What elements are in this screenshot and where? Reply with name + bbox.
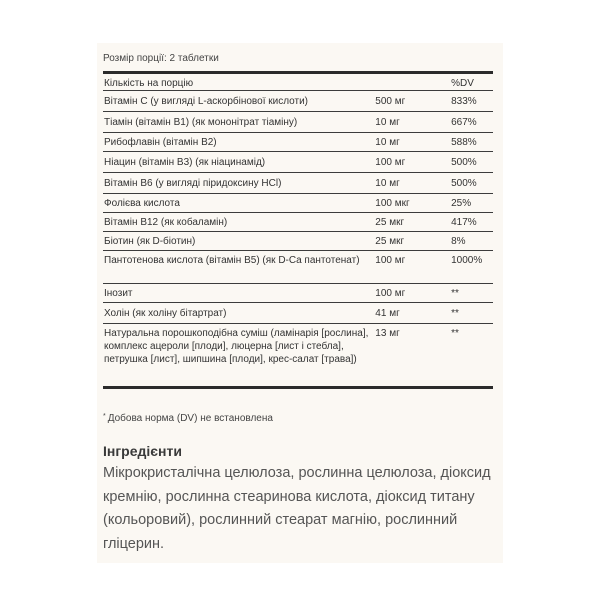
nutrient-dv: 8%	[451, 236, 466, 247]
nutrient-amount: 100 мг	[375, 255, 406, 266]
header-dv: %DV	[451, 78, 474, 89]
serving-size: Розмір порції: 2 таблетки	[103, 53, 219, 64]
nutrient-amount: 41 мг	[375, 308, 400, 319]
table-row	[103, 194, 493, 213]
nutrient-name: Інозит	[104, 288, 133, 299]
nutrient-amount: 100 мг	[375, 288, 406, 299]
nutrient-amount: 25 мкг	[375, 217, 405, 228]
table-row	[103, 213, 493, 232]
nutrient-amount: 100 мкг	[375, 198, 410, 209]
ingredients-title: Інгредієнти	[103, 443, 182, 459]
nutrient-amount: 10 мг	[375, 137, 400, 148]
table-row	[103, 152, 493, 173]
nutrient-amount: 500 мг	[375, 96, 406, 107]
table-row	[103, 133, 493, 152]
table-row	[103, 324, 493, 386]
nutrient-dv: 500%	[451, 178, 477, 189]
nutrient-dv: 25%	[451, 198, 472, 209]
table-row	[103, 251, 493, 284]
nutrient-name: Вітамін В6 (у вигляді піридоксину HCl)	[104, 178, 282, 189]
footnote	[103, 413, 273, 424]
supplement-facts-table	[103, 71, 493, 389]
nutrient-amount: 25 мкг	[375, 236, 405, 247]
nutrient-name: Рибофлавін (вітамін В2)	[104, 137, 217, 148]
nutrient-name: Вітамін С (у вигляді L-аскорбінової кислоти)	[104, 96, 308, 107]
nutrient-name: Фолієва кислота	[104, 198, 180, 209]
table-header-row	[103, 74, 493, 91]
nutrient-amount: 10 мг	[375, 117, 400, 128]
table-row	[103, 303, 493, 324]
table-row	[103, 91, 493, 112]
nutrient-amount: 13 мг	[375, 328, 400, 339]
nutrient-dv: 500%	[451, 157, 477, 168]
nutrient-name: Вітамін В12 (як кобаламін)	[104, 217, 228, 228]
nutrient-name: Тіамін (вітамін В1) (як мононітрат тіаміну)	[104, 117, 298, 128]
nutrient-name: Пантотенова кислота (вітамін В5) (як D-Ca пантотенат)	[104, 255, 360, 266]
nutrient-dv: 417%	[451, 217, 477, 228]
table-row	[103, 284, 493, 303]
ingredients-text: Мікрокристалічна целюлоза, рослинна целюлоза, діоксид кремнію, рослинна стеаринова кислота, діоксид титану (кольоровий), рослинний стеарат магнію, рослинний гліцерин.	[103, 465, 491, 552]
nutrient-name: Ніацин (вітамін В3) (як ніацинамід)	[104, 157, 266, 168]
nutrient-dv: **	[451, 308, 459, 319]
nutrient-dv: 588%	[451, 137, 477, 148]
table-row	[103, 112, 493, 133]
nutrient-name: Натуральна порошкоподібна суміш (ламінарія [рослина], комплекс ацероли [плоди], люцерна [лист і стебла], петрушка [лист], шипшина [плоди], крес-салат [трава])	[104, 328, 369, 365]
header-amount-per-serving: Кількість на порцію	[104, 78, 194, 89]
nutrient-name: Біотин (як D-біотин)	[104, 236, 196, 247]
nutrient-name: Холін (як холіну бітартрат)	[104, 308, 227, 319]
table-body	[103, 91, 493, 386]
footnote-mark: *	[103, 413, 106, 420]
header-amount	[375, 77, 451, 90]
nutrient-amount: 10 мг	[375, 178, 400, 189]
nutrient-dv: **	[451, 328, 459, 339]
nutrient-dv: **	[451, 288, 459, 299]
nutrient-dv: 1000%	[451, 255, 483, 266]
nutrient-amount: 100 мг	[375, 157, 406, 168]
table-row	[103, 232, 493, 251]
footnote-text: Добова норма (DV) не встановлена	[107, 413, 273, 424]
nutrient-dv: 833%	[451, 96, 477, 107]
table-row	[103, 173, 493, 194]
nutrient-dv: 667%	[451, 117, 477, 128]
